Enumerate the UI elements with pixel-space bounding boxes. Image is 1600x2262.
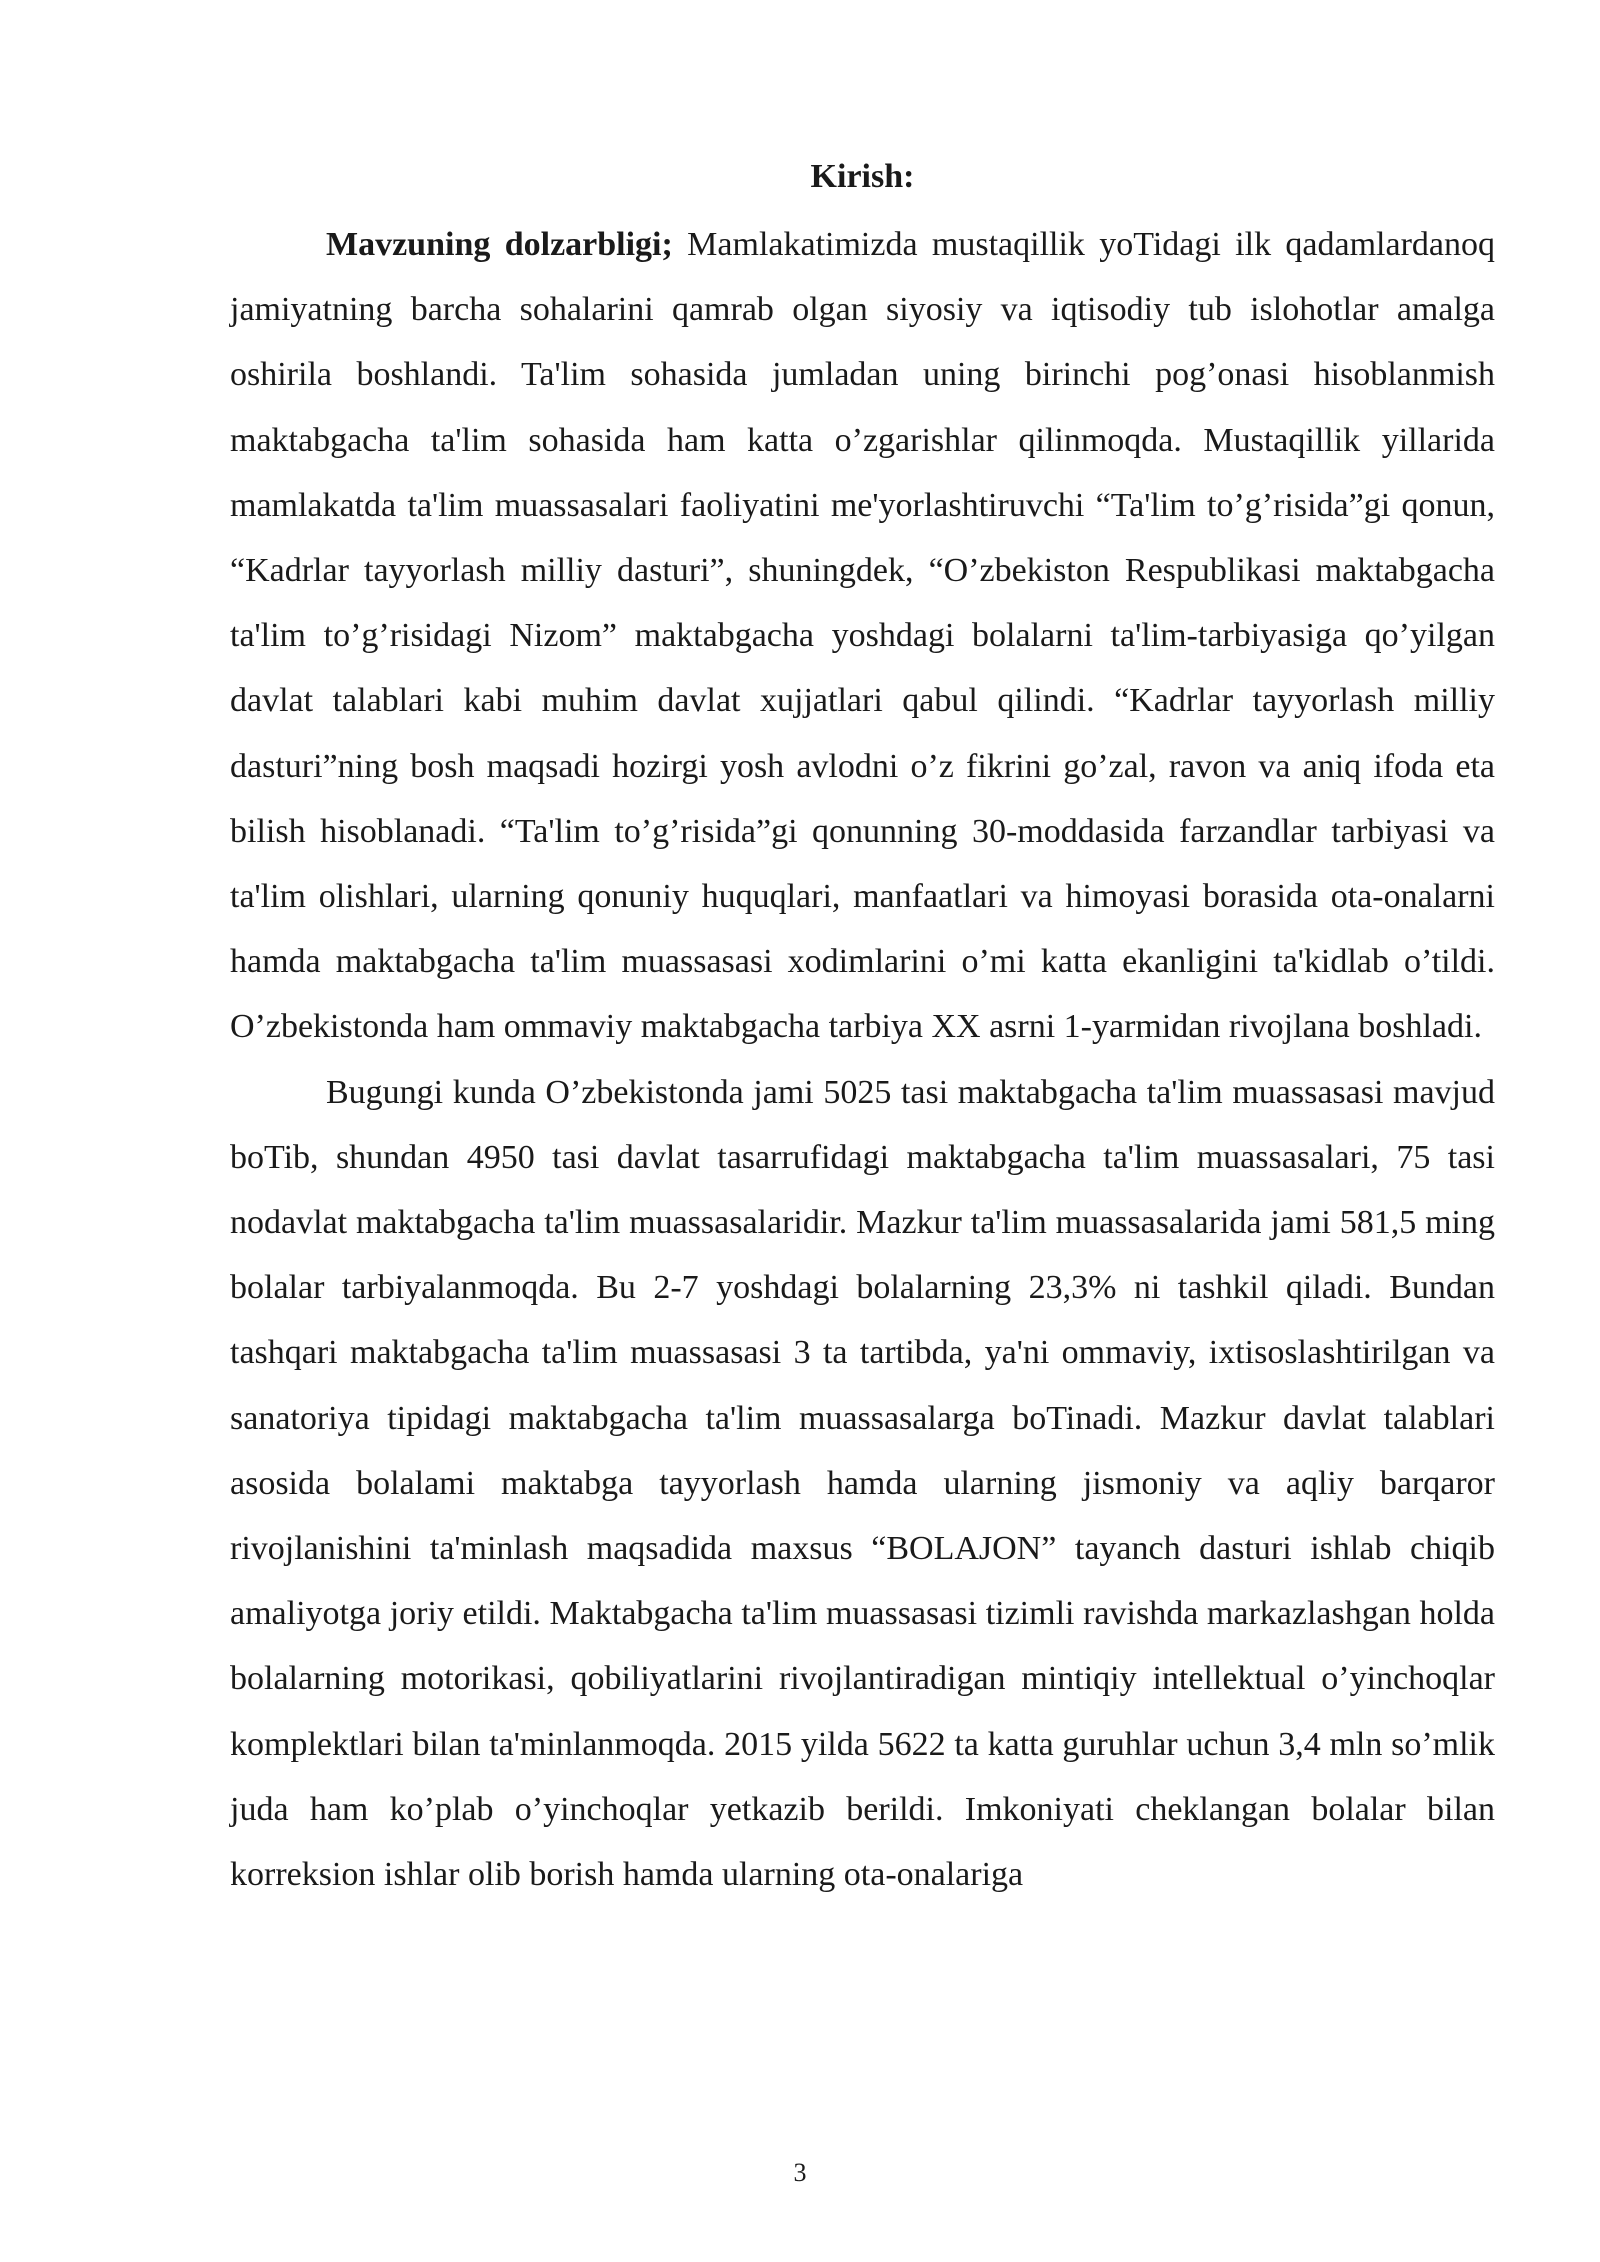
paragraph-body: Mamlakatimizda mustaqillik yoTidagi ilk qadamlardanoq jamiyatning barcha sohalarini qamrab olgan siyosiy va iqtisodiy tub islohotlar amalga oshirila boshlandi. Ta'lim sohasida jumladan uning birinchi pog’onasi hisoblanmish maktabgacha ta'lim sohasida ham katta o’zgarishlar qilinmoqda. Mustaqillik yillarida mamlakatda ta'lim muassasalari faoliyatini me'yorlashtiruvchi “Ta'lim to’g’risida”gi qonun, “Kadrlar tayyorlash milliy dasturi”, shuningdek, “O’zbekiston Respublikasi maktabgacha ta'lim to’g’risidagi Nizom” maktabgacha yoshdagi bolalarni ta'lim-tarbiyasiga qo’yilgan davlat talablari kabi muhim davlat xujjatlari qabul qilindi. “Kadrlar tayyorlash milliy dasturi”ning bosh maqsadi hozirgi yosh avlodni o’z fikrini go’zal, ravon va aniq ifoda eta bilish hisoblanadi. “Ta'lim to’g’risida”gi qonunning 30-moddasida farzandlar tarbiyasi va ta'lim olishlari, ularning qonuniy huquqlari, manfaatlari va himoyasi borasida ota-onalarni hamda maktabgacha ta'lim muassasasi xodimlarini o’mi katta ekanligini ta'kidlab o’tildi. O’zbekistonda ham ommaviy maktabgacha tarbiya XX asrni 1-yarmidan rivojlana boshladi.: [230, 226, 1496, 1046]
page-content: [230, 150, 1495, 1907]
paragraph-lead: Mavzuning dolzarbligi;: [326, 226, 673, 263]
section-heading: Kirish:: [810, 158, 915, 195]
paragraph-relevance: [230, 212, 1495, 1060]
paragraph-statistics: [230, 1060, 1495, 1908]
page-number: 3: [793, 2158, 807, 2187]
paragraph-body: Bugungi kunda O’zbekistonda jami 5025 tasi maktabgacha ta'lim muassasasi mavjud boTib, shundan 4950 tasi davlat tasarrufidagi maktabgacha ta'lim muassasalari, 75 tasi nodavlat maktabgacha ta'lim muassasalaridir. Mazkur ta'lim muassasalarida jami 581,5 ming bolalar tarbiyalanmoqda. Bu 2-7 yoshdagi bolalarning 23,3% ni tashkil qiladi. Bundan tashqari maktabgacha ta'lim muassasasi 3 ta tartibda, ya'ni ommaviy, ixtisoslashtirilgan va sanatoriya tipidagi maktabgacha ta'lim muassasalarga boTinadi. Mazkur davlat talablari asosida bolalami maktabga tayyorlash hamda ularning jismoniy va aqliy barqaror rivojlanishini ta'minlash maqsadida maxsus “BOLAJON” tayanch dasturi ishlab chiqib amaliyotga joriy etildi. Maktabgacha ta'lim muassasasi tizimli ravishda markazlashgan holda bolalarning motorikasi, qobiliyatlarini rivojlantiradigan mintiqiy intellektual o’yinchoqlar komplektlari bilan ta'minlanmoqda. 2015 yilda 5622 ta katta guruhlar uchun 3,4 mln so’mlik juda ham ko’plab o’yinchoqlar yetkazib berildi. Imkoniyati cheklangan bolalar bilan korreksion ishlar olib borish hamda ularning ota-onalariga: [230, 1073, 1495, 1894]
